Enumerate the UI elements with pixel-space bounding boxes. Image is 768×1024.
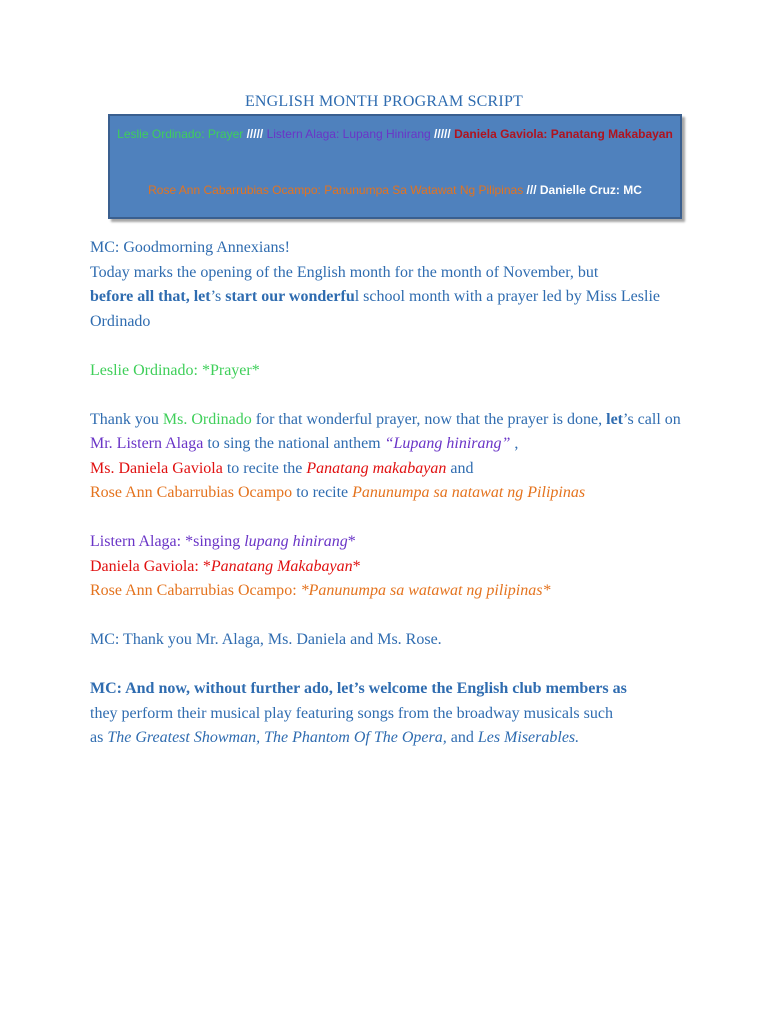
roster-box [108,114,682,219]
script-text: Listern Alaga: *singing [90,533,245,550]
script-text: , [514,435,519,452]
roster-daniela: Daniela Gaviola: Panatang Makabayan [454,127,673,141]
script-text: and [446,459,474,477]
script-italic-text: The Greatest Showman, The Phantom Of The Opera, [107,729,447,746]
roster-line-2 [116,180,674,200]
script-body [90,236,690,751]
script-paragraph [90,285,690,334]
script-text: for that wonderful prayer, now that the prayer is done, [251,410,607,428]
name-daniela: Ms. Daniela Gaviola [90,459,223,477]
script-text: o: [284,582,301,599]
roster-separator: ///// [243,127,267,141]
script-line [90,726,690,751]
script-text: l school month with a prayer led by Miss Leslie Ordinado [90,288,660,330]
name-alaga: Mr. Listern Alaga [90,435,204,452]
name-ordinado: Ms. Ordinado [162,410,252,428]
anthem-title: “Lupang hinirang” [384,435,515,452]
script-text: and [446,729,478,746]
roster-danielle: Danielle Cruz: MC [539,183,642,197]
name-rose: Rose Ann Cabarrubias Ocampo [90,484,293,501]
script-bold-text: start our wonderfu [225,288,355,305]
script-text: Thank you [90,410,163,428]
roster-separator: ///// [430,127,455,141]
script-italic-text: Panatang Makabayan [210,557,353,575]
document-title: ENGLISH MONTH PROGRAM SCRIPT [244,93,524,110]
script-bold-text: let [606,410,623,428]
script-text: ’s call on [623,410,681,428]
script-line: MC: And now, without further ado, let’s welcome the English club members as [90,680,627,697]
script-line-prayer: Leslie Ordinado: *Prayer* [90,361,260,379]
script-text: to sing the national anthem [203,435,385,452]
script-text: Daniela Gaviola: * [90,557,211,575]
roster-leslie: Leslie Ordinado: Prayer [117,127,244,141]
panatang-title: Panatang makabayan [306,459,447,477]
script-line-rose [90,579,690,604]
roster-line-1 [116,124,674,144]
roster-separator: /// [523,183,540,197]
script-line: MC: Thank you Mr. Alaga, Ms. Daniela and Ms. Rose. [90,631,442,648]
script-bold-text: before all that, let [90,288,211,305]
script-text: ’s [210,288,226,305]
script-line: Today marks the opening of the English month for the month of November, but [90,263,599,281]
script-text: * [352,557,361,575]
script-italic-text: Les Miserables. [477,729,580,746]
script-text: to recite [292,484,353,501]
script-text: to recite the [222,459,307,477]
script-text: Rose Ann Cabarrubias Ocamp [90,582,285,599]
roster-rose: Rose Ann Cabarrubias Ocampo: Panunumpa Sa Watawat Ng Pilipinas [148,183,524,197]
script-paragraph [90,408,690,506]
script-line-listern [90,530,690,555]
script-italic-text: lupang hinirang [244,533,348,550]
script-line-daniela [90,555,690,580]
roster-listern: Listern Alaga: Lupang Hinirang [266,127,431,141]
panunumpa-title: Panunumpa sa natawat ng Pilipinas [352,484,586,501]
script-line: MC: Goodmorning Annexians! [90,239,290,256]
script-line: they perform their musical play featuring songs from the broadway musicals such [90,704,613,722]
script-italic-text: *Panunumpa sa watawat ng pilipinas* [300,582,551,599]
script-text: * [347,533,356,550]
script-text: as [90,729,108,746]
